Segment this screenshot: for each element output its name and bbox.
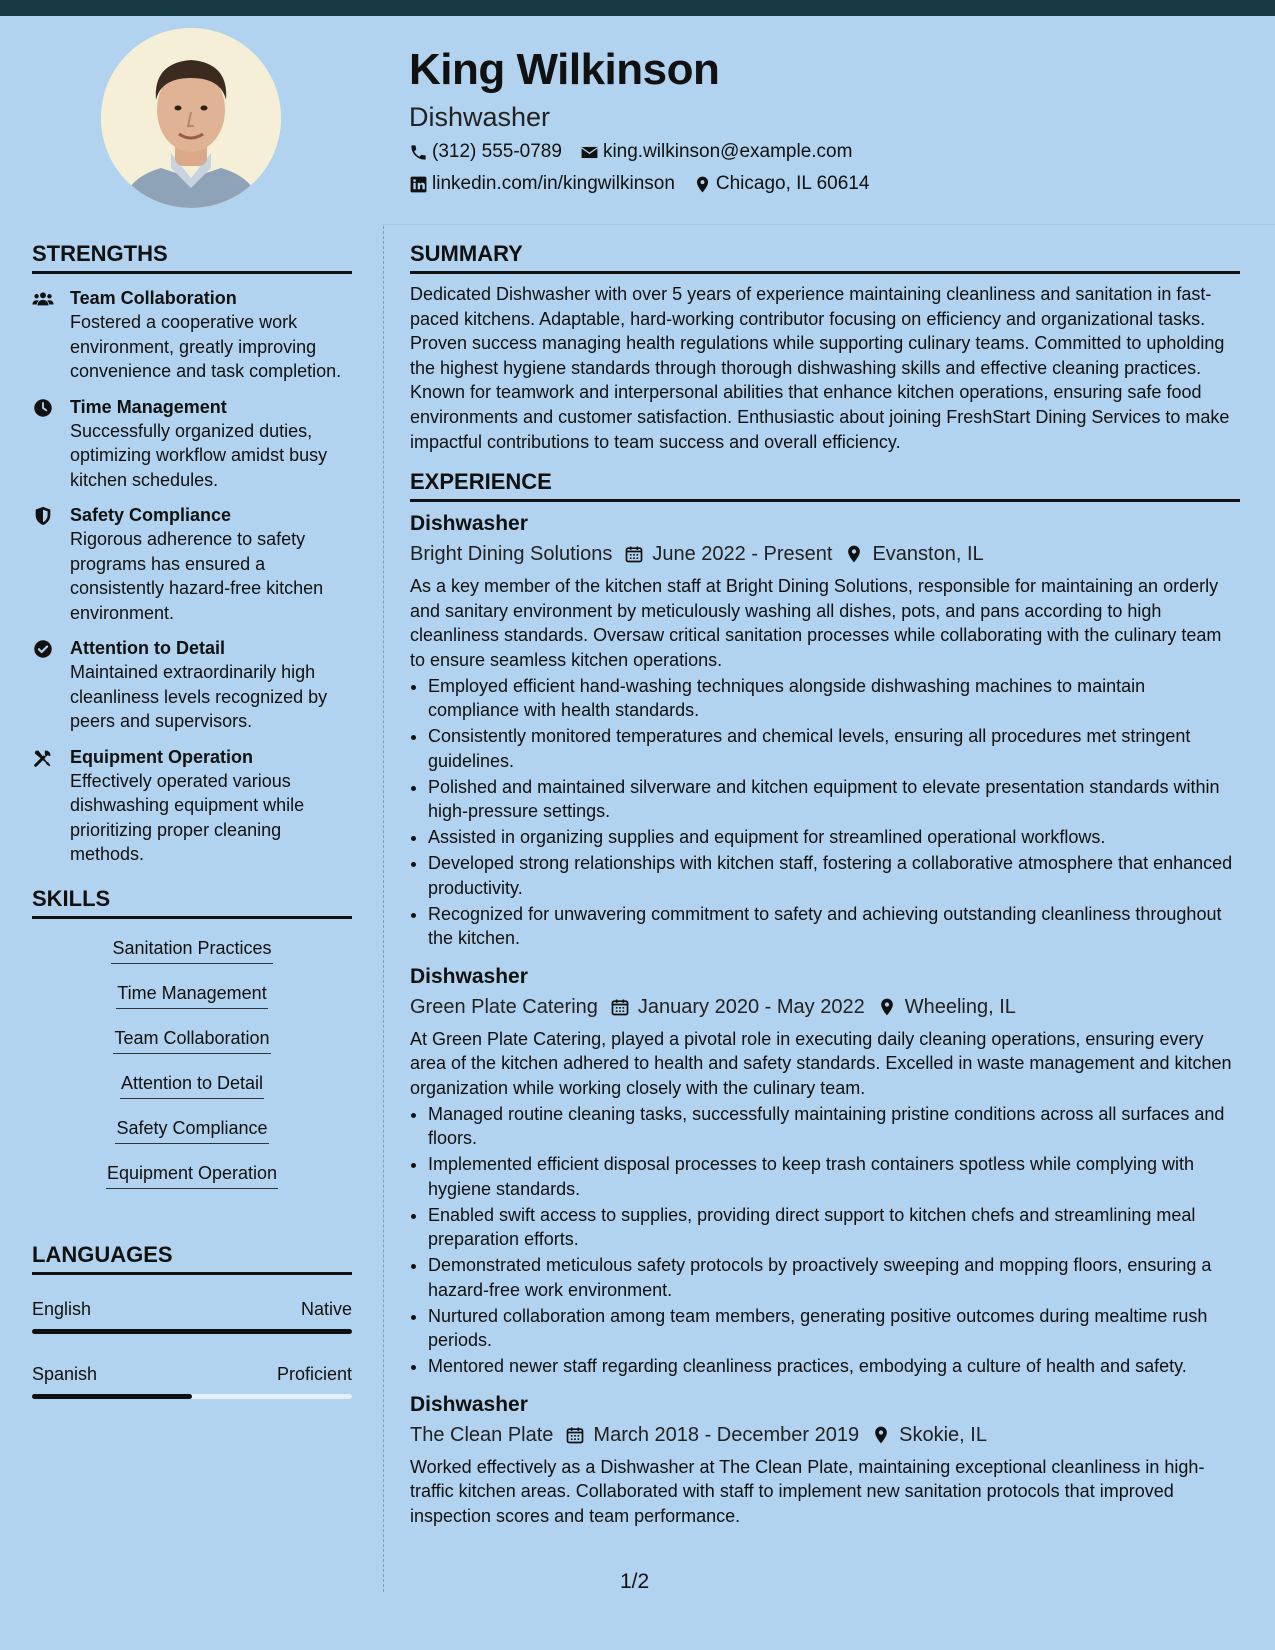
language-bar-fill — [32, 1329, 352, 1334]
calendar-icon — [610, 997, 630, 1017]
job-title: Dishwasher — [410, 512, 528, 536]
resume-header — [409, 40, 1249, 200]
calendar-icon — [624, 544, 644, 564]
summary-text: Dedicated Dishwasher with over 5 years of experience maintaining cleanliness and sanitation in fast-paced kitchens. Adaptable, hard-working contributor focusing on efficiency and organizational tasks. Proven success managing health regulations while supporting culinary teams. Committed to upholding the highest hygiene standards through thorough dishwashing skills and effective cleaning practices. Known for teamwork and interpersonal abilities that enhance kitchen operations, ensuring safe food environments and customer satisfaction. Enthusiastic about joining FreshStart Dining Services to make impactful contributions to team success and overall efficiency. — [410, 284, 1230, 452]
calendar-icon — [565, 1425, 585, 1445]
language-item — [32, 1297, 352, 1334]
linkedin-icon — [409, 175, 428, 194]
strengths-list — [32, 286, 352, 867]
strength-title: Equipment Operation — [70, 746, 254, 767]
language-level: Proficient — [276, 1363, 352, 1384]
language-name: English — [32, 1298, 92, 1319]
phone-number: (312) 555-0789 — [432, 141, 562, 162]
job-bullets — [410, 674, 1240, 951]
skill-tag: Safety Compliance — [115, 1115, 268, 1144]
language-level: Native — [300, 1298, 352, 1319]
linkedin-link[interactable]: linkedin.com/in/kingwilkinson — [432, 173, 675, 194]
strength-title: Time Management — [70, 396, 227, 417]
skill-tag: Sanitation Practices — [111, 935, 272, 964]
strength-item — [32, 286, 352, 384]
strength-item — [32, 395, 352, 493]
strength-description: Fostered a cooperative work environment, greatly improving convenience and task completion. — [70, 312, 342, 381]
job-company: Bright Dining Solutions — [410, 543, 613, 566]
job-bullet: • Mentored newer staff regarding cleanliness practices, embodying a culture of health and safety. — [428, 1354, 1240, 1379]
right-column — [410, 240, 1240, 1528]
job-description: At Green Plate Catering, played a pivotal role in executing daily cleaning operations, ensuring every area of the kitchen adhered to health and safety standards. Excelled in waste management and kitchen organization while working closely with the culinary team. — [410, 1028, 1232, 1098]
skill-tag: Time Management — [116, 980, 267, 1009]
job-title: Dishwasher — [410, 1392, 528, 1416]
job-entry — [410, 1391, 1240, 1529]
skill-tag: Equipment Operation — [106, 1160, 278, 1189]
job-description: Worked effectively as a Dishwasher at The Clean Plate, maintaining exceptional cleanliness in high-traffic kitchen areas. Collaborated with staff to implement new sanitation protocols that improved inspection scores and team performance. — [410, 1456, 1205, 1526]
strength-item — [32, 745, 352, 867]
check-circle-icon — [32, 638, 54, 660]
job-bullet: • Assisted in organizing supplies and equipment for streamlined operational workflows. — [428, 825, 1240, 850]
experience-heading: EXPERIENCE — [410, 468, 1240, 502]
job-bullet: • Polished and maintained silverware and kitchen equipment to elevate presentation standards within high-pressure settings. — [428, 775, 1240, 824]
skills-heading: SKILLS — [32, 885, 352, 919]
job-location: Wheeling, IL — [904, 995, 1016, 1018]
job-description: As a key member of the kitchen staff at Bright Dining Solutions, responsible for maintaining an orderly and sanitary environment by meticulously washing all dishes, pots, and pans according to high cleanliness standards. Oversaw critical sanitation processes while collaborating with the culinary team to ensure seamless kitchen operations. — [410, 576, 1222, 670]
map-pin-icon — [877, 997, 897, 1017]
job-dates: January 2020 - May 2022 — [637, 995, 865, 1018]
header-divider — [383, 224, 1275, 225]
job-company: Green Plate Catering — [410, 995, 598, 1018]
users-icon — [32, 288, 54, 310]
strength-description: Rigorous adherence to safety programs has ensured a consistently hazard-free kitchen environment. — [70, 529, 324, 623]
job-entry — [410, 963, 1240, 1379]
column-divider — [383, 226, 384, 1592]
job-location: Evanston, IL — [872, 543, 984, 566]
location-text: Chicago, IL 60614 — [715, 173, 870, 194]
skill-tag: Attention to Detail — [120, 1070, 264, 1099]
languages-heading: LANGUAGES — [32, 1241, 352, 1275]
job-bullet: • Demonstrated meticulous safety protocols by proactively sweeping and mopping floors, ensuring a hazard-free work environment. — [428, 1253, 1240, 1302]
map-pin-icon — [693, 175, 712, 194]
top-bar — [0, 0, 1275, 16]
job-company: The Clean Plate — [410, 1423, 554, 1446]
job-bullet: • Employed efficient hand-washing techniques alongside dishwashing machines to maintain compliance with health standards. — [428, 674, 1240, 723]
strength-item — [32, 503, 352, 625]
strength-title: Team Collaboration — [70, 288, 237, 308]
envelope-icon — [580, 143, 599, 162]
strength-description: Successfully organized duties, optimizing workflow amidst busy kitchen schedules. — [70, 420, 328, 490]
language-item — [32, 1362, 352, 1399]
strengths-heading: STRENGTHS — [32, 240, 352, 274]
job-dates: June 2022 - Present — [652, 543, 833, 566]
candidate-name: King Wilkinson — [409, 45, 720, 94]
page-number: 1/2 — [620, 1570, 650, 1593]
contact-info — [409, 136, 1249, 200]
job-dates: March 2018 - December 2019 — [593, 1423, 860, 1446]
language-name: Spanish — [32, 1363, 98, 1384]
phone-icon — [409, 143, 428, 162]
language-bar — [32, 1329, 352, 1334]
clock-icon — [32, 397, 54, 419]
job-location: Skokie, IL — [899, 1423, 987, 1446]
job-bullet: • Implemented efficient disposal processes to keep trash containers spotless while complying with hygiene standards. — [428, 1152, 1240, 1201]
strength-title: Attention to Detail — [70, 638, 225, 658]
language-bar — [32, 1394, 352, 1399]
shield-icon — [32, 505, 54, 527]
strength-title: Safety Compliance — [70, 505, 232, 525]
strength-item — [32, 636, 352, 734]
strength-description: Maintained extraordinarily high cleanliness levels recognized by peers and supervisors. — [70, 662, 328, 731]
map-pin-icon — [844, 544, 864, 564]
skills-list — [32, 929, 352, 1199]
summary-heading: SUMMARY — [410, 240, 1240, 274]
job-bullets — [410, 1102, 1240, 1379]
tools-icon — [32, 747, 54, 769]
job-bullet: • Managed routine cleaning tasks, successfully maintaining pristine conditions across all surfaces and floors. — [428, 1102, 1240, 1151]
skill-tag: Team Collaboration — [113, 1025, 270, 1054]
language-bar-fill — [32, 1394, 192, 1399]
job-entry — [410, 510, 1240, 951]
left-column — [32, 240, 352, 1399]
job-bullet: • Enabled swift access to supplies, providing direct support to kitchen chefs and streamlining meal preparation efforts. — [428, 1203, 1240, 1252]
job-bullet: • Recognized for unwavering commitment to safety and achieving outstanding cleanliness throughout the kitchen. — [428, 902, 1240, 951]
profile-photo — [101, 28, 281, 208]
job-bullet: • Consistently monitored temperatures and chemical levels, ensuring all procedures met stringent guidelines. — [428, 724, 1240, 773]
candidate-title: Dishwasher — [409, 102, 551, 132]
email-link[interactable]: king.wilkinson@example.com — [602, 141, 853, 162]
job-bullet: • Developed strong relationships with kitchen staff, fostering a collaborative atmosphere that enhanced productivity. — [428, 851, 1240, 900]
job-title: Dishwasher — [410, 964, 528, 988]
strength-description: Effectively operated various dishwashing equipment while prioritizing proper cleaning methods. — [70, 770, 305, 864]
map-pin-icon — [871, 1425, 891, 1445]
job-bullet: • Nurtured collaboration among team members, generating positive outcomes during mealtime rush periods. — [428, 1304, 1240, 1353]
